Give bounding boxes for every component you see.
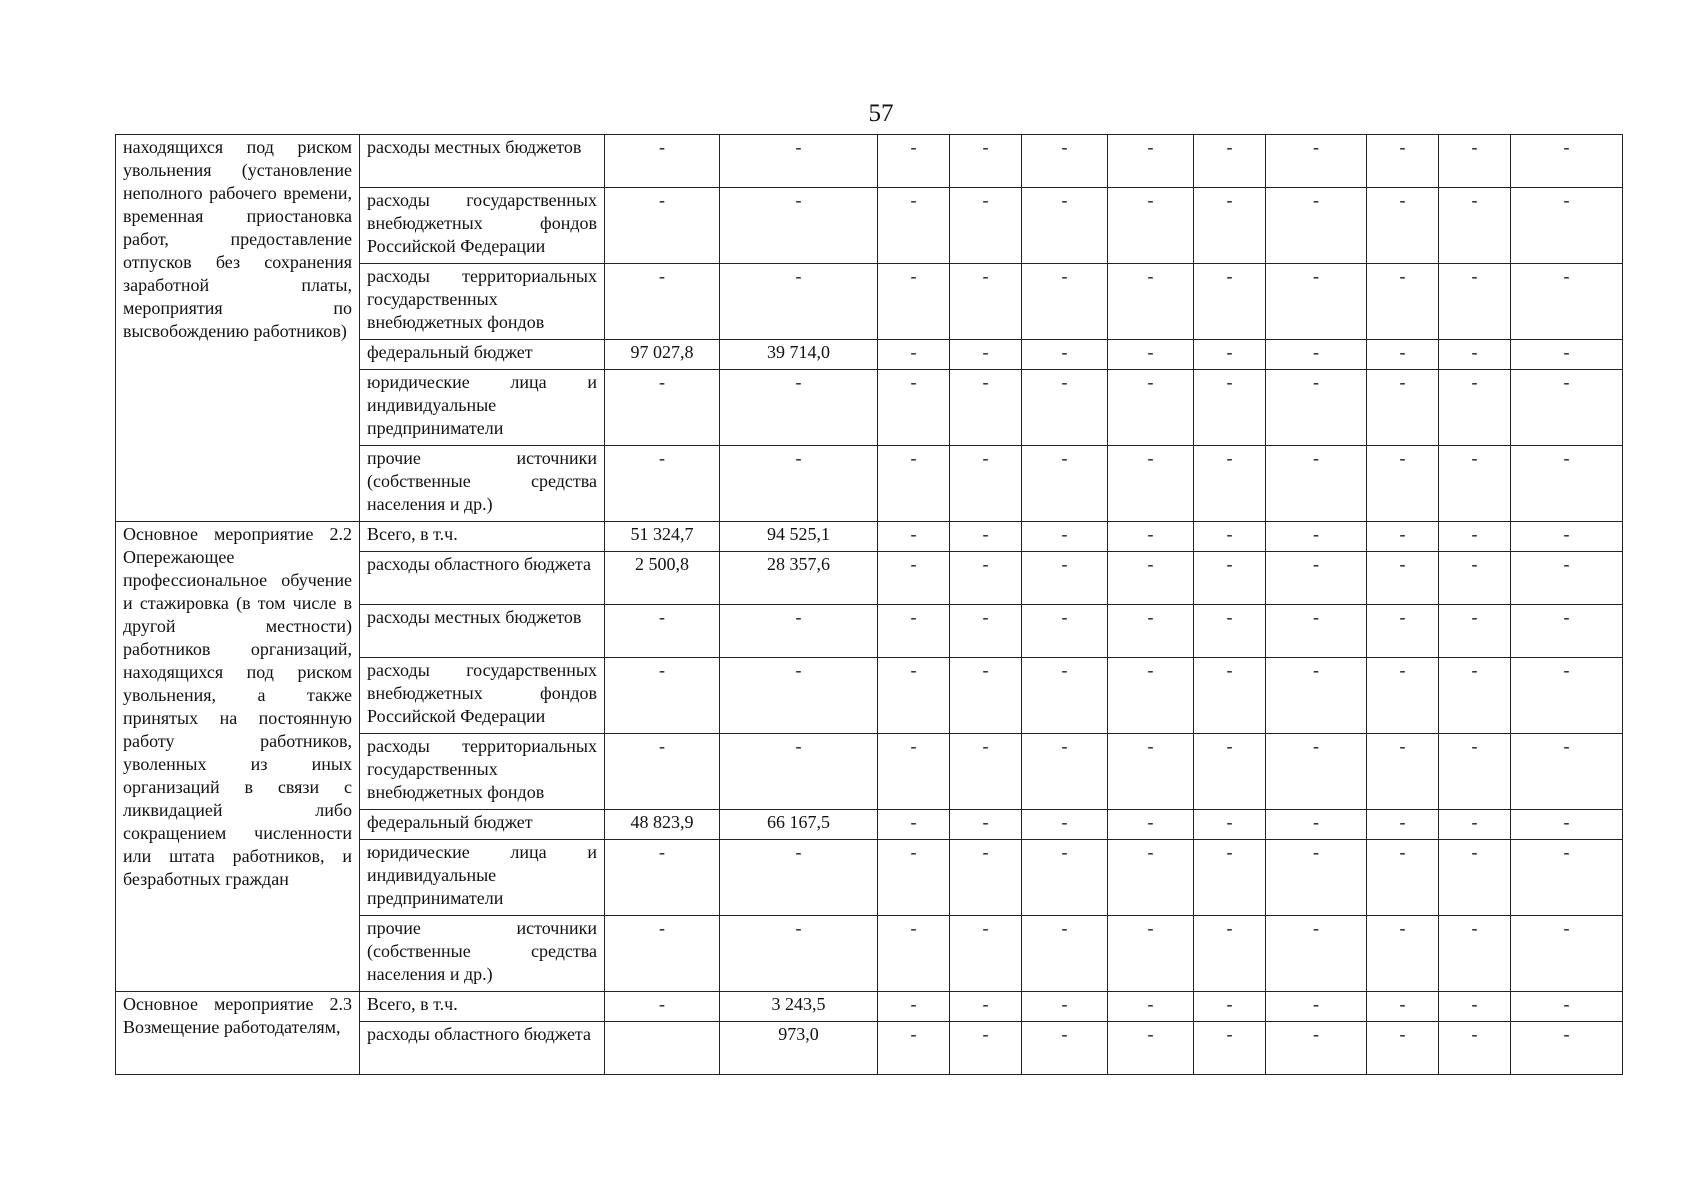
empty-year-cell: - xyxy=(1266,552,1367,605)
empty-year-cell: - xyxy=(1439,734,1511,810)
value-cell-total: 2 500,8 xyxy=(605,552,720,605)
value-cell-year: - xyxy=(720,370,878,446)
empty-year-cell: - xyxy=(1511,522,1623,552)
empty-year-cell: - xyxy=(1367,340,1439,370)
empty-year-cell: - xyxy=(878,734,950,810)
empty-year-cell: - xyxy=(1022,522,1108,552)
empty-year-cell: - xyxy=(1194,135,1266,188)
empty-year-cell: - xyxy=(1266,916,1367,992)
value-cell-year: 3 243,5 xyxy=(720,992,878,1022)
funding-source-cell: расходы местных бюджетов xyxy=(360,605,605,658)
empty-year-cell: - xyxy=(1022,188,1108,264)
value-cell-total: - xyxy=(605,992,720,1022)
empty-year-cell: - xyxy=(1266,992,1367,1022)
funding-source-cell: расходы государственных внебюджетных фондов Российской Федерации xyxy=(360,658,605,734)
empty-year-cell: - xyxy=(950,916,1022,992)
table-row xyxy=(116,522,1623,552)
empty-year-cell: - xyxy=(878,135,950,188)
empty-year-cell: - xyxy=(1439,552,1511,605)
empty-year-cell: - xyxy=(1266,264,1367,340)
empty-year-cell: - xyxy=(1367,658,1439,734)
empty-year-cell: - xyxy=(1439,1022,1511,1075)
empty-year-cell: - xyxy=(1108,340,1194,370)
empty-year-cell: - xyxy=(878,370,950,446)
value-cell-total: - xyxy=(605,840,720,916)
empty-year-cell: - xyxy=(1108,658,1194,734)
empty-year-cell: - xyxy=(1511,916,1623,992)
empty-year-cell: - xyxy=(1194,522,1266,552)
empty-year-cell: - xyxy=(1108,135,1194,188)
empty-year-cell: - xyxy=(1194,552,1266,605)
empty-year-cell: - xyxy=(1266,340,1367,370)
empty-year-cell: - xyxy=(1511,552,1623,605)
empty-year-cell: - xyxy=(1266,840,1367,916)
empty-year-cell: - xyxy=(1367,188,1439,264)
empty-year-cell: - xyxy=(1022,1022,1108,1075)
value-cell-total: 51 324,7 xyxy=(605,522,720,552)
empty-year-cell: - xyxy=(1511,370,1623,446)
empty-year-cell: - xyxy=(1439,810,1511,840)
value-cell-total: - xyxy=(605,734,720,810)
value-cell-year: - xyxy=(720,658,878,734)
empty-year-cell: - xyxy=(1194,734,1266,810)
empty-year-cell: - xyxy=(1266,446,1367,522)
funding-source-cell: Всего, в т.ч. xyxy=(360,992,605,1022)
value-cell-year: - xyxy=(720,605,878,658)
empty-year-cell: - xyxy=(1439,340,1511,370)
empty-year-cell: - xyxy=(878,522,950,552)
funding-source-cell: расходы территориальных государственных внебюджетных фондов xyxy=(360,734,605,810)
empty-year-cell: - xyxy=(950,370,1022,446)
empty-year-cell: - xyxy=(1194,810,1266,840)
empty-year-cell: - xyxy=(1439,370,1511,446)
empty-year-cell: - xyxy=(1367,446,1439,522)
value-cell-year: - xyxy=(720,135,878,188)
funding-source-cell: федеральный бюджет xyxy=(360,810,605,840)
empty-year-cell: - xyxy=(1108,522,1194,552)
empty-year-cell: - xyxy=(1022,605,1108,658)
empty-year-cell: - xyxy=(1194,1022,1266,1075)
measure-cell: Основное мероприятие 2.3 Возмещение работодателям, xyxy=(116,992,360,1075)
empty-year-cell: - xyxy=(950,810,1022,840)
empty-year-cell: - xyxy=(1022,992,1108,1022)
empty-year-cell: - xyxy=(950,552,1022,605)
empty-year-cell: - xyxy=(1108,446,1194,522)
empty-year-cell: - xyxy=(1266,370,1367,446)
empty-year-cell: - xyxy=(1511,658,1623,734)
empty-year-cell: - xyxy=(878,552,950,605)
empty-year-cell: - xyxy=(1439,264,1511,340)
empty-year-cell: - xyxy=(878,340,950,370)
empty-year-cell: - xyxy=(878,840,950,916)
empty-year-cell: - xyxy=(1194,188,1266,264)
budget-table xyxy=(115,134,1623,1075)
funding-source-cell: прочие источники (собственные средства населения и др.) xyxy=(360,916,605,992)
empty-year-cell: - xyxy=(1022,135,1108,188)
empty-year-cell: - xyxy=(1439,840,1511,916)
value-cell-year: 94 525,1 xyxy=(720,522,878,552)
empty-year-cell: - xyxy=(1511,605,1623,658)
empty-year-cell: - xyxy=(1108,370,1194,446)
value-cell-year: 973,0 xyxy=(720,1022,878,1075)
empty-year-cell: - xyxy=(878,264,950,340)
empty-year-cell: - xyxy=(1367,264,1439,340)
empty-year-cell: - xyxy=(1367,605,1439,658)
empty-year-cell: - xyxy=(950,605,1022,658)
empty-year-cell: - xyxy=(1266,734,1367,810)
empty-year-cell: - xyxy=(1439,522,1511,552)
empty-year-cell: - xyxy=(1511,810,1623,840)
empty-year-cell: - xyxy=(1367,1022,1439,1075)
value-cell-year: 28 357,6 xyxy=(720,552,878,605)
funding-source-cell: расходы областного бюджета xyxy=(360,552,605,605)
empty-year-cell: - xyxy=(950,135,1022,188)
empty-year-cell: - xyxy=(950,734,1022,810)
funding-source-cell: прочие источники (собственные средства населения и др.) xyxy=(360,446,605,522)
empty-year-cell: - xyxy=(1439,992,1511,1022)
value-cell-total: 97 027,8 xyxy=(605,340,720,370)
empty-year-cell: - xyxy=(1367,992,1439,1022)
value-cell-year: - xyxy=(720,840,878,916)
empty-year-cell: - xyxy=(1511,135,1623,188)
empty-year-cell: - xyxy=(1439,658,1511,734)
measure-cell: Основное мероприятие 2.2 Опережающее профессиональное обучение и стажировка (в том числе в другой местности) работников организаций, находящихся под риском увольнения, а также принятых на постоянную работу работников, уволенных из иных организаций в связи с ликвидацией либо сокращением численности или штата работников, и безработных граждан xyxy=(116,522,360,992)
empty-year-cell: - xyxy=(878,992,950,1022)
table-row xyxy=(116,992,1623,1022)
empty-year-cell: - xyxy=(1266,1022,1367,1075)
empty-year-cell: - xyxy=(1194,370,1266,446)
empty-year-cell: - xyxy=(1108,1022,1194,1075)
value-cell-year: - xyxy=(720,264,878,340)
empty-year-cell: - xyxy=(1266,188,1367,264)
funding-source-cell: расходы государственных внебюджетных фондов Российской Федерации xyxy=(360,188,605,264)
value-cell-year: 66 167,5 xyxy=(720,810,878,840)
value-cell-year: - xyxy=(720,188,878,264)
value-cell-year: - xyxy=(720,916,878,992)
value-cell-total: - xyxy=(605,135,720,188)
empty-year-cell: - xyxy=(878,916,950,992)
value-cell-total: - xyxy=(605,264,720,340)
empty-year-cell: - xyxy=(1511,188,1623,264)
empty-year-cell: - xyxy=(1022,370,1108,446)
empty-year-cell: - xyxy=(1022,840,1108,916)
empty-year-cell: - xyxy=(950,1022,1022,1075)
empty-year-cell: - xyxy=(1439,135,1511,188)
empty-year-cell: - xyxy=(1108,734,1194,810)
empty-year-cell: - xyxy=(1022,810,1108,840)
empty-year-cell: - xyxy=(950,446,1022,522)
empty-year-cell: - xyxy=(950,340,1022,370)
funding-source-cell: расходы областного бюджета xyxy=(360,1022,605,1075)
empty-year-cell: - xyxy=(1266,658,1367,734)
empty-year-cell: - xyxy=(1367,840,1439,916)
value-cell-total: 48 823,9 xyxy=(605,810,720,840)
empty-year-cell: - xyxy=(1266,522,1367,552)
empty-year-cell: - xyxy=(950,658,1022,734)
empty-year-cell: - xyxy=(1108,992,1194,1022)
empty-year-cell: - xyxy=(1108,840,1194,916)
empty-year-cell: - xyxy=(1266,135,1367,188)
empty-year-cell: - xyxy=(950,188,1022,264)
empty-year-cell: - xyxy=(1367,135,1439,188)
empty-year-cell: - xyxy=(1511,840,1623,916)
empty-year-cell: - xyxy=(1367,916,1439,992)
empty-year-cell: - xyxy=(1511,340,1623,370)
empty-year-cell: - xyxy=(1108,264,1194,340)
empty-year-cell: - xyxy=(1266,605,1367,658)
empty-year-cell: - xyxy=(1367,552,1439,605)
empty-year-cell: - xyxy=(950,992,1022,1022)
empty-year-cell: - xyxy=(1194,658,1266,734)
empty-year-cell: - xyxy=(1194,840,1266,916)
empty-year-cell: - xyxy=(1439,916,1511,992)
empty-year-cell: - xyxy=(878,810,950,840)
empty-year-cell: - xyxy=(1108,605,1194,658)
measure-cell: находящихся под риском увольнения (установление неполного рабочего времени, временная приостановка работ, предоставление отпусков без сохранения заработной платы, мероприятия по высвобождению работников) xyxy=(116,135,360,522)
empty-year-cell: - xyxy=(1194,916,1266,992)
empty-year-cell: - xyxy=(1108,188,1194,264)
empty-year-cell: - xyxy=(1194,340,1266,370)
empty-year-cell: - xyxy=(1022,264,1108,340)
value-cell-year: - xyxy=(720,734,878,810)
empty-year-cell: - xyxy=(878,1022,950,1075)
empty-year-cell: - xyxy=(878,605,950,658)
empty-year-cell: - xyxy=(1194,605,1266,658)
value-cell-year: 39 714,0 xyxy=(720,340,878,370)
empty-year-cell: - xyxy=(950,264,1022,340)
empty-year-cell: - xyxy=(1367,522,1439,552)
empty-year-cell: - xyxy=(1022,446,1108,522)
empty-year-cell: - xyxy=(950,522,1022,552)
empty-year-cell: - xyxy=(950,840,1022,916)
empty-year-cell: - xyxy=(1367,370,1439,446)
empty-year-cell: - xyxy=(1367,810,1439,840)
empty-year-cell: - xyxy=(1511,264,1623,340)
funding-source-cell: расходы местных бюджетов xyxy=(360,135,605,188)
empty-year-cell: - xyxy=(1022,916,1108,992)
empty-year-cell: - xyxy=(1194,264,1266,340)
empty-year-cell: - xyxy=(1511,992,1623,1022)
empty-year-cell: - xyxy=(1511,734,1623,810)
value-cell-total: - xyxy=(605,916,720,992)
empty-year-cell: - xyxy=(878,658,950,734)
empty-year-cell: - xyxy=(1511,446,1623,522)
empty-year-cell: - xyxy=(1108,810,1194,840)
empty-year-cell: - xyxy=(878,446,950,522)
value-cell-total: - xyxy=(605,188,720,264)
value-cell-year: - xyxy=(720,446,878,522)
empty-year-cell: - xyxy=(1022,734,1108,810)
funding-source-cell: юридические лица и индивидуальные предприниматели xyxy=(360,370,605,446)
funding-source-cell: юридические лица и индивидуальные предприниматели xyxy=(360,840,605,916)
page-number: 57 xyxy=(868,100,894,127)
value-cell-total: - xyxy=(605,658,720,734)
value-cell-total: - xyxy=(605,370,720,446)
funding-source-cell: Всего, в т.ч. xyxy=(360,522,605,552)
empty-year-cell: - xyxy=(878,188,950,264)
funding-source-cell: федеральный бюджет xyxy=(360,340,605,370)
empty-year-cell: - xyxy=(1194,446,1266,522)
empty-year-cell: - xyxy=(1439,188,1511,264)
empty-year-cell: - xyxy=(1511,1022,1623,1075)
empty-year-cell: - xyxy=(1022,340,1108,370)
empty-year-cell: - xyxy=(1108,916,1194,992)
empty-year-cell: - xyxy=(1266,810,1367,840)
value-cell-total: - xyxy=(605,446,720,522)
empty-year-cell: - xyxy=(1367,734,1439,810)
value-cell-total: - xyxy=(605,605,720,658)
value-cell-total xyxy=(605,1022,720,1075)
table-row xyxy=(116,135,1623,188)
empty-year-cell: - xyxy=(1439,605,1511,658)
empty-year-cell: - xyxy=(1439,446,1511,522)
empty-year-cell: - xyxy=(1194,992,1266,1022)
funding-source-cell: расходы территориальных государственных внебюджетных фондов xyxy=(360,264,605,340)
empty-year-cell: - xyxy=(1022,658,1108,734)
empty-year-cell: - xyxy=(1022,552,1108,605)
empty-year-cell: - xyxy=(1108,552,1194,605)
